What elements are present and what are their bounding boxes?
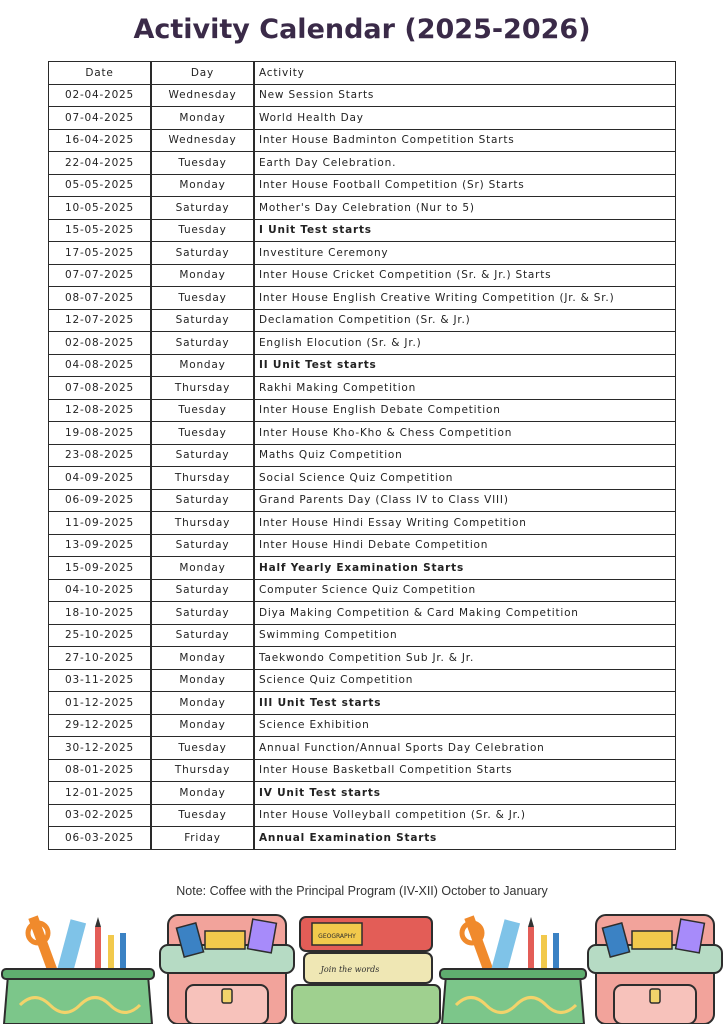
activity-cell: Inter House Basketball Competition Starts (254, 759, 676, 782)
day-cell: Friday (151, 827, 254, 850)
activity-cell: Inter House Hindi Essay Writing Competition (254, 512, 676, 535)
date-cell: 07-04-2025 (49, 107, 152, 130)
activity-cell: Rakhi Making Competition (254, 377, 676, 400)
day-cell: Saturday (151, 197, 254, 220)
activity-cell: Inter House English Debate Competition (254, 399, 676, 422)
day-cell: Tuesday (151, 422, 254, 445)
day-cell: Tuesday (151, 804, 254, 827)
activity-cell: Science Quiz Competition (254, 669, 676, 692)
date-cell: 15-05-2025 (49, 219, 152, 242)
day-cell: Saturday (151, 624, 254, 647)
table-row (49, 782, 676, 805)
activity-cell: Swimming Competition (254, 624, 676, 647)
table-row (49, 174, 676, 197)
column-header-date: Date (49, 62, 152, 85)
day-cell: Thursday (151, 467, 254, 490)
day-cell: Monday (151, 669, 254, 692)
date-cell: 03-11-2025 (49, 669, 152, 692)
day-cell: Monday (151, 354, 254, 377)
date-cell: 07-07-2025 (49, 264, 152, 287)
table-row (49, 107, 676, 130)
activity-calendar-table (48, 61, 676, 850)
table-row (49, 219, 676, 242)
table-row (49, 534, 676, 557)
activity-cell: Inter House Hindi Debate Competition (254, 534, 676, 557)
date-cell: 22-04-2025 (49, 152, 152, 175)
date-cell: 25-10-2025 (49, 624, 152, 647)
day-cell: Saturday (151, 602, 254, 625)
table-row (49, 422, 676, 445)
table-row (49, 557, 676, 580)
table-row (49, 309, 676, 332)
table-row (49, 287, 676, 310)
activity-cell: Inter House English Creative Writing Competition (Jr. & Sr.) (254, 287, 676, 310)
day-cell: Saturday (151, 534, 254, 557)
table-row (49, 759, 676, 782)
column-header-activity: Activity (254, 62, 676, 85)
day-cell: Monday (151, 174, 254, 197)
date-cell: 06-09-2025 (49, 489, 152, 512)
date-cell: 11-09-2025 (49, 512, 152, 535)
activity-cell: III Unit Test starts (254, 692, 676, 715)
date-cell: 13-09-2025 (49, 534, 152, 557)
date-cell: 02-04-2025 (49, 84, 152, 107)
table-row (49, 804, 676, 827)
date-cell: 12-07-2025 (49, 309, 152, 332)
date-cell: 04-08-2025 (49, 354, 152, 377)
table-row (49, 129, 676, 152)
date-cell: 03-02-2025 (49, 804, 152, 827)
table-row (49, 84, 676, 107)
activity-cell: Annual Examination Starts (254, 827, 676, 850)
page-title: Activity Calendar (2025-2026) (133, 14, 591, 45)
table-row (49, 377, 676, 400)
day-cell: Monday (151, 264, 254, 287)
table-row (49, 579, 676, 602)
day-cell: Saturday (151, 309, 254, 332)
activity-cell: Maths Quiz Competition (254, 444, 676, 467)
book-stack-icon (292, 917, 440, 1024)
table-row (49, 332, 676, 355)
day-cell: Thursday (151, 377, 254, 400)
day-cell: Tuesday (151, 737, 254, 760)
day-cell: Saturday (151, 332, 254, 355)
activity-cell: Inter House Kho-Kho & Chess Competition (254, 422, 676, 445)
activity-cell: Inter House Volleyball competition (Sr. & Jr.) (254, 804, 676, 827)
table-body (49, 84, 676, 849)
table-row (49, 152, 676, 175)
table-row (49, 602, 676, 625)
table-row (49, 692, 676, 715)
day-cell: Monday (151, 692, 254, 715)
date-cell: 18-10-2025 (49, 602, 152, 625)
activity-cell: Investiture Ceremony (254, 242, 676, 265)
activity-cell: Taekwondo Competition Sub Jr. & Jr. (254, 647, 676, 670)
date-cell: 12-01-2025 (49, 782, 152, 805)
activity-cell: Inter House Badminton Competition Starts (254, 129, 676, 152)
activity-cell: Mother's Day Celebration (Nur to 5) (254, 197, 676, 220)
day-cell: Monday (151, 714, 254, 737)
day-cell: Saturday (151, 579, 254, 602)
table-row (49, 489, 676, 512)
activity-cell: Social Science Quiz Competition (254, 467, 676, 490)
table-row (49, 467, 676, 490)
table-row (49, 647, 676, 670)
day-cell: Saturday (151, 489, 254, 512)
activity-cell: Half Yearly Examination Starts (254, 557, 676, 580)
date-cell: 16-04-2025 (49, 129, 152, 152)
date-cell: 17-05-2025 (49, 242, 152, 265)
activity-cell: I Unit Test starts (254, 219, 676, 242)
table-row (49, 669, 676, 692)
table-row (49, 714, 676, 737)
date-cell: 04-10-2025 (49, 579, 152, 602)
day-cell: Saturday (151, 242, 254, 265)
date-cell: 08-01-2025 (49, 759, 152, 782)
activity-cell: Earth Day Celebration. (254, 152, 676, 175)
backpack-left-icon (160, 915, 294, 1024)
date-cell: 29-12-2025 (49, 714, 152, 737)
date-cell: 01-12-2025 (49, 692, 152, 715)
column-header-day: Day (151, 62, 254, 85)
activity-cell: Annual Function/Annual Sports Day Celebration (254, 737, 676, 760)
activity-cell: Declamation Competition (Sr. & Jr.) (254, 309, 676, 332)
activity-cell: Grand Parents Day (Class IV to Class VIII) (254, 489, 676, 512)
activity-cell: Inter House Football Competition (Sr) Starts (254, 174, 676, 197)
pencil-cup-left-icon (2, 915, 154, 1024)
day-cell: Wednesday (151, 84, 254, 107)
date-cell: 05-05-2025 (49, 174, 152, 197)
table-row (49, 444, 676, 467)
date-cell: 06-03-2025 (49, 827, 152, 850)
book-label-join-words: Join the words (320, 965, 380, 974)
table-header-row (49, 62, 676, 85)
day-cell: Thursday (151, 512, 254, 535)
table-row (49, 827, 676, 850)
day-cell: Monday (151, 107, 254, 130)
day-cell: Thursday (151, 759, 254, 782)
table-row (49, 737, 676, 760)
activity-cell: Inter House Cricket Competition (Sr. & Jr.) Starts (254, 264, 676, 287)
day-cell: Tuesday (151, 287, 254, 310)
day-cell: Saturday (151, 444, 254, 467)
book-label-geography: GEOGRAPHY (318, 933, 356, 940)
day-cell: Tuesday (151, 152, 254, 175)
activity-cell: Science Exhibition (254, 714, 676, 737)
activity-cell: World Health Day (254, 107, 676, 130)
table-row (49, 197, 676, 220)
activity-cell: II Unit Test starts (254, 354, 676, 377)
date-cell: 27-10-2025 (49, 647, 152, 670)
activity-cell: English Elocution (Sr. & Jr.) (254, 332, 676, 355)
day-cell: Monday (151, 557, 254, 580)
activity-cell: New Session Starts (254, 84, 676, 107)
date-cell: 07-08-2025 (49, 377, 152, 400)
activity-cell: Diya Making Competition & Card Making Competition (254, 602, 676, 625)
date-cell: 30-12-2025 (49, 737, 152, 760)
pencil-cup-right-icon (440, 915, 586, 1024)
school-supplies-illustration (0, 905, 724, 1024)
backpack-right-icon (588, 915, 722, 1024)
day-cell: Wednesday (151, 129, 254, 152)
day-cell: Tuesday (151, 399, 254, 422)
table-row (49, 624, 676, 647)
date-cell: 04-09-2025 (49, 467, 152, 490)
date-cell: 12-08-2025 (49, 399, 152, 422)
day-cell: Monday (151, 782, 254, 805)
table-row (49, 512, 676, 535)
date-cell: 08-07-2025 (49, 287, 152, 310)
day-cell: Monday (151, 647, 254, 670)
date-cell: 02-08-2025 (49, 332, 152, 355)
table-row (49, 399, 676, 422)
activity-cell: Computer Science Quiz Competition (254, 579, 676, 602)
date-cell: 23-08-2025 (49, 444, 152, 467)
activity-cell: IV Unit Test starts (254, 782, 676, 805)
date-cell: 10-05-2025 (49, 197, 152, 220)
footer-note: Note: Coffee with the Principal Program (IV-XII) October to January (176, 884, 548, 898)
table-row (49, 264, 676, 287)
date-cell: 15-09-2025 (49, 557, 152, 580)
table-row (49, 354, 676, 377)
date-cell: 19-08-2025 (49, 422, 152, 445)
table-row (49, 242, 676, 265)
day-cell: Tuesday (151, 219, 254, 242)
